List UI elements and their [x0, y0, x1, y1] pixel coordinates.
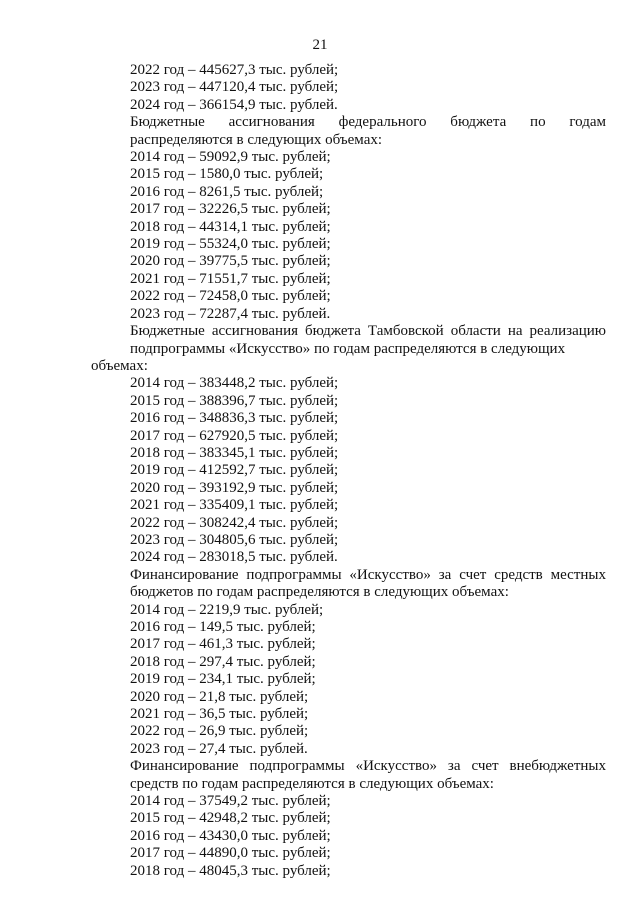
- list-item: 2019 год – 55324,0 тыс. рублей;: [130, 236, 331, 253]
- list-item: 2022 год – 26,9 тыс. рублей;: [130, 723, 309, 740]
- paragraph-intro-rest: подпрограммы «Искусство» по годам распределяются в следующих объемах:: [91, 340, 566, 374]
- section-regional-continued: [91, 62, 606, 114]
- list-item: 2014 год – 37549,2 тыс. рублей;: [130, 793, 331, 810]
- list-item: 2016 год – 8261,5 тыс. рублей;: [130, 183, 324, 200]
- list-item: 2018 год – 48045,3 тыс. рублей;: [130, 862, 331, 879]
- list-item: 2022 год – 72458,0 тыс. рублей;: [130, 288, 331, 305]
- paragraph-intro-rest: средств по годам распределяются в следующих объемах:: [130, 775, 494, 792]
- list-item: 2023 год – 447120,4 тыс. рублей;: [130, 79, 339, 96]
- list-item: 2015 год – 42948,2 тыс. рублей;: [130, 810, 331, 827]
- list-item: 2017 год – 44890,0 тыс. рублей;: [130, 845, 331, 862]
- list-item: 2017 год – 461,3 тыс. рублей;: [130, 636, 316, 653]
- list-item: 2018 год – 44314,1 тыс. рублей;: [130, 218, 331, 235]
- list-item: 2014 год – 59092,9 тыс. рублей;: [130, 149, 331, 166]
- paragraph-intro-line: Финансирование подпрограммы «Искусство» за счет средств местных: [130, 566, 606, 583]
- list-item: 2020 год – 393192,9 тыс. рублей;: [130, 479, 339, 496]
- list-item: 2018 год – 297,4 тыс. рублей;: [130, 653, 316, 670]
- paragraph-intro-line: Финансирование подпрограммы «Искусство» за счет внебюджетных: [130, 758, 606, 775]
- list-item: 2014 год – 2219,9 тыс. рублей;: [130, 601, 324, 618]
- list-item: 2021 год – 36,5 тыс. рублей;: [130, 706, 309, 723]
- list-item: 2020 год – 39775,5 тыс. рублей;: [130, 253, 331, 270]
- list-item: 2022 год – 308242,4 тыс. рублей;: [130, 514, 339, 531]
- paragraph-intro-rest: бюджетов по годам распределяются в следующих объемах:: [130, 584, 509, 601]
- list-item: 2017 год – 32226,5 тыс. рублей;: [130, 201, 331, 218]
- list-item: 2016 год – 43430,0 тыс. рублей;: [130, 827, 331, 844]
- list-item: 2019 год – 412592,7 тыс. рублей;: [130, 462, 339, 479]
- paragraph-intro-rest: распределяются в следующих объемах:: [130, 131, 383, 148]
- list-item: 2023 год – 27,4 тыс. рублей.: [130, 740, 308, 757]
- list-item: 2015 год – 388396,7 тыс. рублей;: [130, 392, 339, 409]
- paragraph-intro-line: Бюджетные ассигнования бюджета Тамбовской области на реализацию: [130, 323, 606, 340]
- list-item: 2024 год – 283018,5 тыс. рублей.: [130, 549, 338, 566]
- section-local-budgets: [91, 567, 606, 758]
- list-item: 2014 год – 383448,2 тыс. рублей;: [130, 375, 339, 392]
- document-body: [91, 62, 606, 880]
- list-item: 2020 год – 21,8 тыс. рублей;: [130, 688, 309, 705]
- list-item: 2021 год – 71551,7 тыс. рублей;: [130, 270, 331, 287]
- list-item: 2023 год – 72287,4 тыс. рублей.: [130, 305, 331, 322]
- list-item: 2015 год – 1580,0 тыс. рублей;: [130, 166, 324, 183]
- paragraph-intro-line: Бюджетные ассигнования федерального бюджета по годам: [130, 114, 606, 131]
- list-item: 2024 год – 366154,9 тыс. рублей.: [130, 96, 338, 113]
- list-item: 2016 год – 149,5 тыс. рублей;: [130, 619, 316, 635]
- list-item: 2017 год – 627920,5 тыс. рублей;: [130, 427, 339, 444]
- list-item: 2022 год – 445627,3 тыс. рублей;: [130, 62, 339, 78]
- section-federal-budget: [91, 114, 606, 323]
- section-tambov-budget: [91, 323, 606, 567]
- list-item: 2018 год – 383345,1 тыс. рублей;: [130, 444, 339, 461]
- list-item: 2016 год – 348836,3 тыс. рублей;: [130, 410, 339, 427]
- page-number: 21: [312, 37, 328, 53]
- list-item: 2019 год – 234,1 тыс. рублей;: [130, 671, 316, 688]
- section-extrabudgetary: [91, 758, 606, 880]
- list-item: 2021 год – 335409,1 тыс. рублей;: [130, 497, 339, 514]
- list-item: 2023 год – 304805,6 тыс. рублей;: [130, 531, 339, 548]
